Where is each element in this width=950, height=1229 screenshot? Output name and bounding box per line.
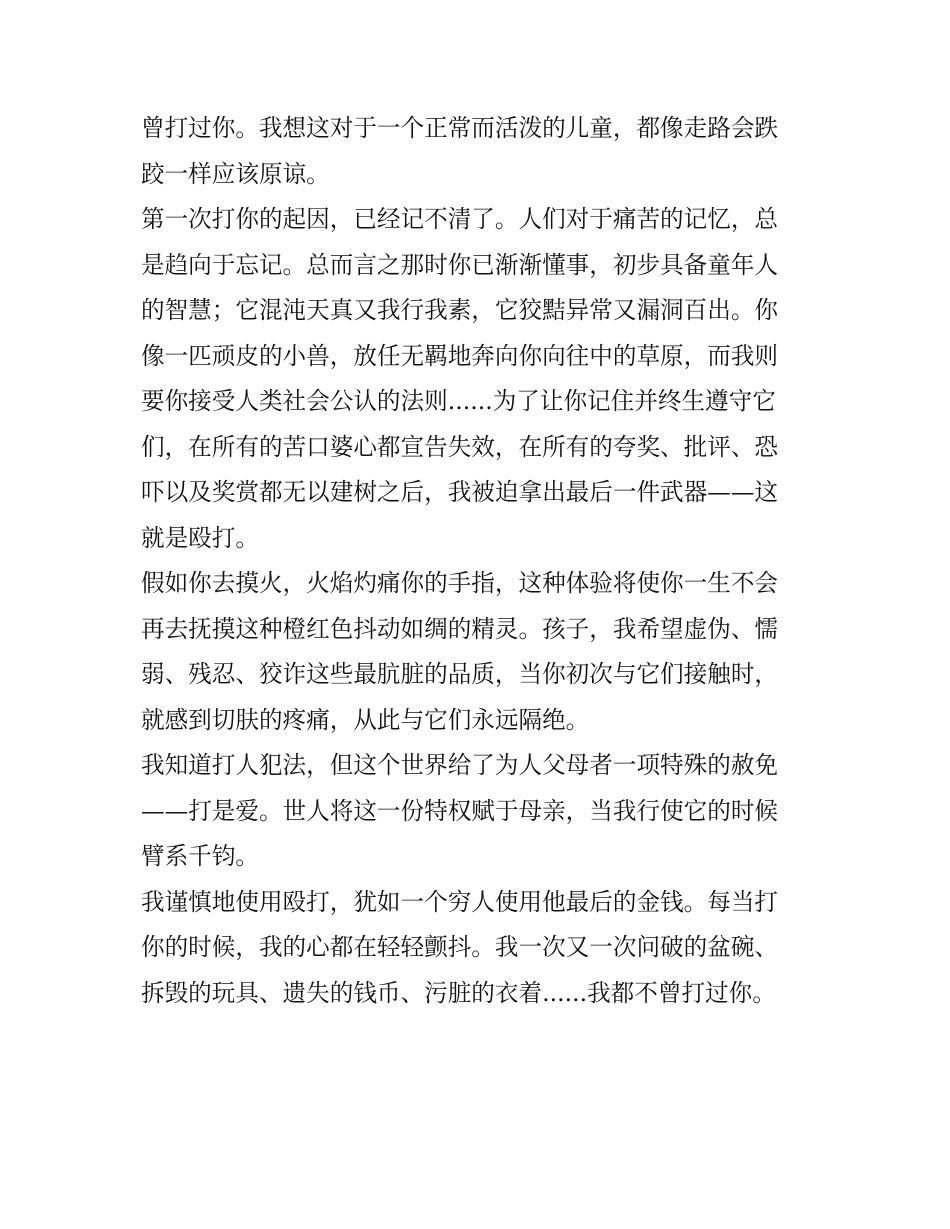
text-line: 要你接受人类社会公认的法则......为了让你记住并终生遵守它 [141, 387, 776, 415]
text-line: 曾打过你。我想这对于一个正常而活泼的儿童，都像走路会跌 [141, 114, 779, 142]
text-line: 像一匹顽皮的小兽，放任无羁地奔向你向往中的草原，而我则 [141, 341, 779, 370]
text-line: 再去抚摸这种橙红色抖动如绸的精灵。孩子，我希望虚伪、懦 [141, 614, 779, 643]
text-line: 跤一样应该原谅。 [141, 159, 330, 188]
text-line: ——打是爱。世人将这一份特权赋于母亲，当我行使它的时候 [141, 796, 779, 825]
text-line: 我谨慎地使用殴打，犹如一个穷人使用他最后的金钱。每当打 [141, 887, 779, 916]
text-line: 我知道打人犯法，但这个世界给了为人父母者一项特殊的赦免 [141, 751, 779, 779]
text-line: 就感到切肤的疼痛，从此与它们永远隔绝。 [141, 705, 590, 734]
document-body [141, 106, 813, 1016]
text-line: 弱、残忍、狡诈这些最肮脏的品质，当你初次与它们接触时， [141, 660, 779, 688]
text-line: 是趋向于忘记。总而言之那时你已渐渐懂事，初步具备童年人 [141, 250, 779, 279]
text-line: 第一次打你的起因，已经记不清了。人们对于痛苦的记忆，总 [141, 205, 779, 233]
text-line: 们，在所有的苦口婆心都宣告失效，在所有的夸奖、批评、恐 [141, 432, 779, 461]
text-line: 的智慧；它混沌天真又我行我素，它狡黠异常又漏洞百出。你 [141, 296, 779, 324]
text-line: 拆毁的玩具、遗失的钱币、污脏的衣着......我都不曾打过你。 [141, 978, 776, 1007]
text-line: 你的时候，我的心都在轻轻颤抖。我一次又一次问破的盆碗、 [141, 933, 779, 961]
text-line: 就是殴打。 [141, 523, 259, 552]
text-line: 臂系千钧。 [141, 842, 259, 870]
text-line: 假如你去摸火，火焰灼痛你的手指，这种体验将使你一生不会 [141, 569, 779, 597]
text-line: 吓以及奖赏都无以建树之后，我被迫拿出最后一件武器——这 [141, 478, 779, 506]
